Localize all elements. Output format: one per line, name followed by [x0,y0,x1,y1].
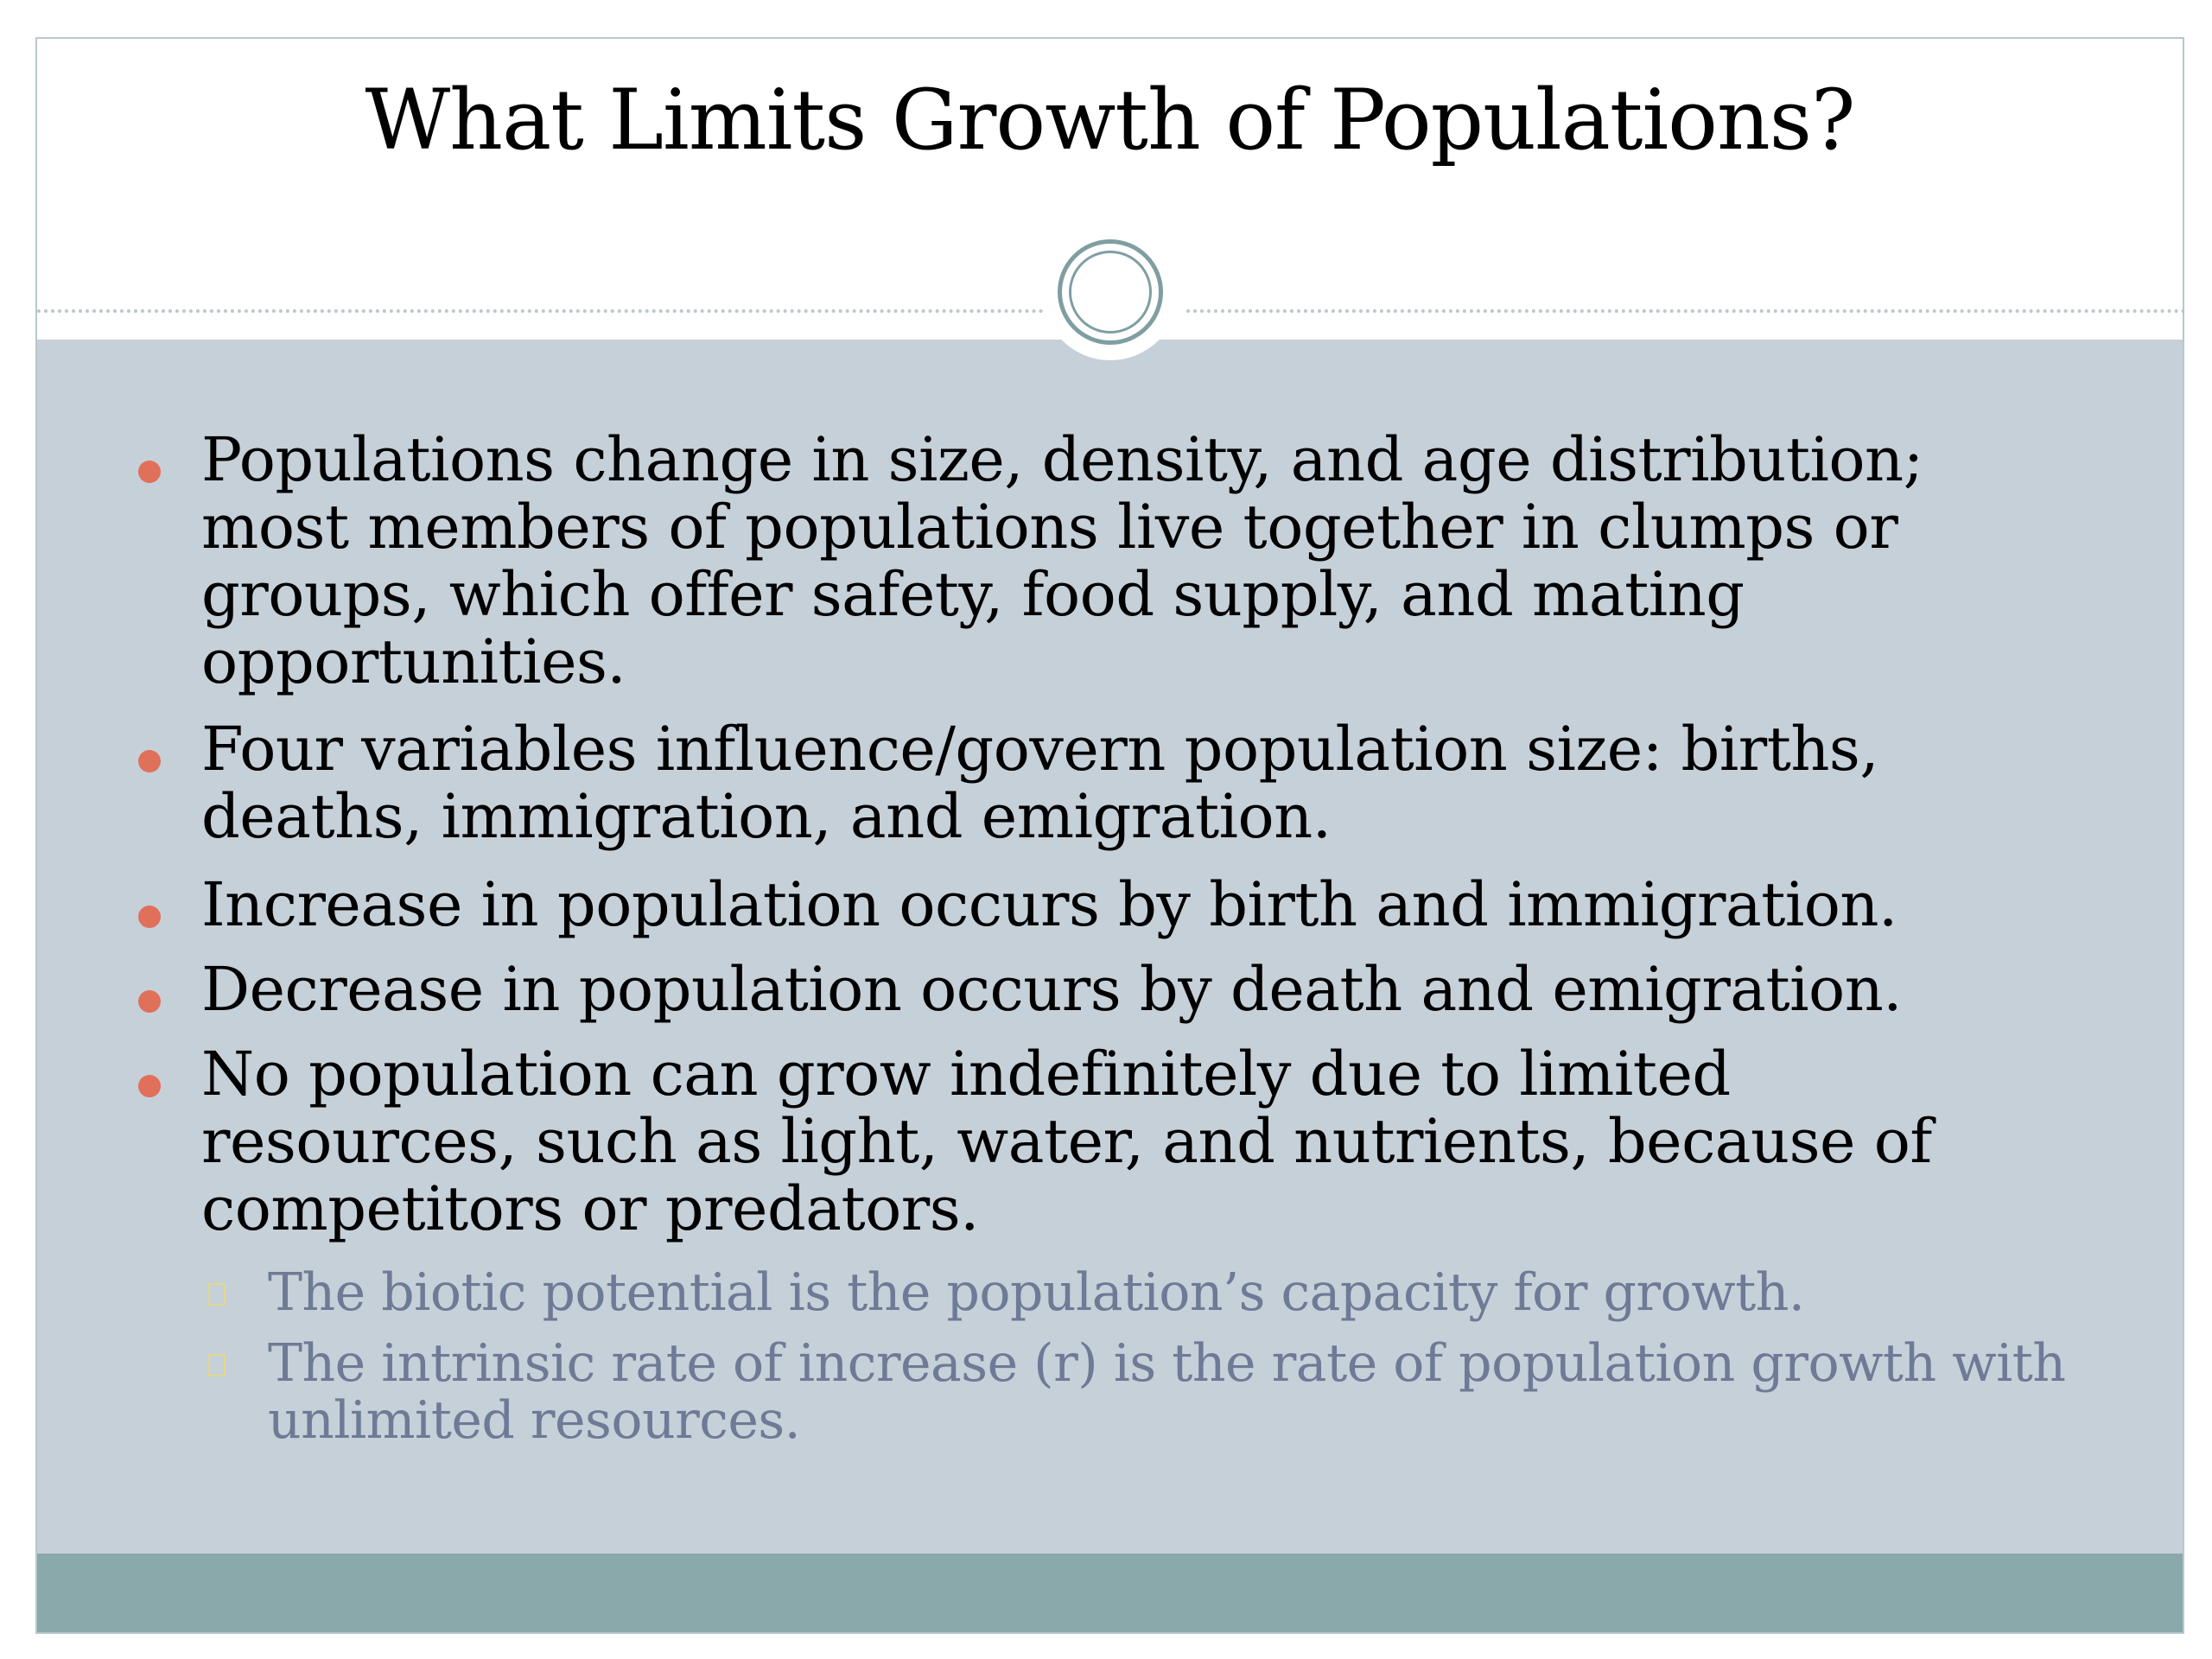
title-divider-right [1186,309,2184,313]
bullet-dot [138,990,161,1013]
slide-title: What Limits Growth of Populations? [365,72,1855,168]
slide [35,37,2184,1634]
sub-bullet-item: The biotic potential is the population’s capacity for growth. [268,1262,1805,1323]
circle-ornament [1058,239,1163,345]
bullet-dot [138,461,161,483]
bullet-dot [138,906,161,928]
content-area [37,340,2183,1554]
title-divider-left [37,309,1044,313]
bullet-item: Decrease in population occurs by death and emigration. [201,954,1903,1025]
bullet-dot [138,1075,161,1097]
circle-ornament-inner [1069,251,1152,334]
bullet-item: Increase in population occurs by birth and immigration. [201,869,1897,940]
bullet-dot [138,750,161,772]
sub-bullet-marker [208,1354,226,1376]
bullet-item: No population can grow indefinitely due to limited resources, such as light, water, and nutrients, because of competitors or predators. [201,1039,1932,1244]
footer-band [37,1554,2183,1634]
sub-bullet-marker [208,1283,226,1306]
bullet-item: Populations change in size, density, and age distribution; most members of populations live together in clumps or groups, which offer safety, food supply, and mating opportunities. [201,424,1923,697]
bullet-item: Four variables influence/govern population size: births, deaths, immigration, and emigration. [201,714,1879,852]
sub-bullet-item: The intrinsic rate of increase (r) is the rate of population growth with unlimited resources. [268,1333,2066,1451]
